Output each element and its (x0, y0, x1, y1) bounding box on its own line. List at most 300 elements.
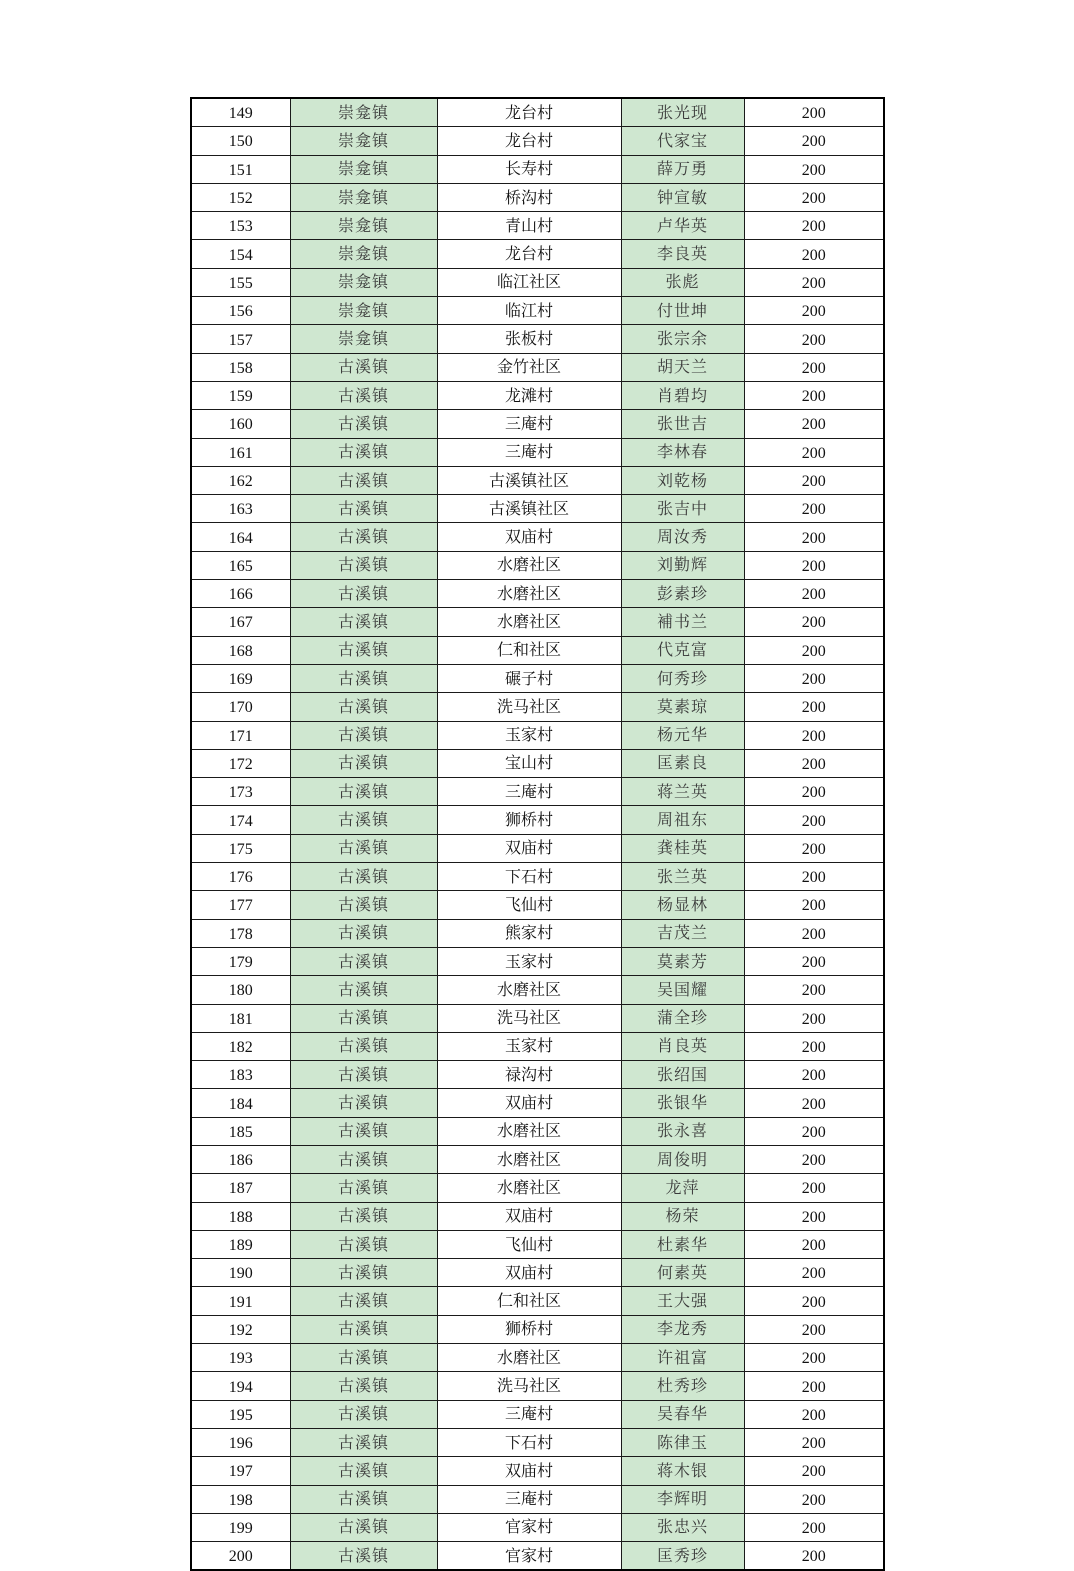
table-row (191, 240, 884, 268)
amount-cell: 200 (744, 778, 884, 806)
amount-cell: 200 (744, 664, 884, 692)
person-name-cell: 杜秀珍 (621, 1372, 744, 1400)
serial-number-cell: 160 (191, 410, 290, 438)
person-name-cell: 何素英 (621, 1259, 744, 1287)
village-cell: 宝山村 (437, 749, 621, 777)
town-cell: 古溪镇 (290, 466, 437, 494)
serial-number-cell: 163 (191, 495, 290, 523)
person-name-cell: 蒋木银 (621, 1457, 744, 1485)
village-cell: 官家村 (437, 1513, 621, 1541)
serial-number-cell: 161 (191, 438, 290, 466)
serial-number-cell: 185 (191, 1117, 290, 1145)
village-cell: 龙滩村 (437, 381, 621, 409)
table-row (191, 212, 884, 240)
village-cell: 仁和社区 (437, 1287, 621, 1315)
village-cell: 青山村 (437, 212, 621, 240)
town-cell: 古溪镇 (290, 410, 437, 438)
town-cell: 古溪镇 (290, 947, 437, 975)
town-cell: 崇龛镇 (290, 325, 437, 353)
amount-cell: 200 (744, 98, 884, 127)
village-cell: 洗马社区 (437, 1004, 621, 1032)
town-cell: 古溪镇 (290, 1089, 437, 1117)
table-row (191, 1372, 884, 1400)
amount-cell: 200 (744, 834, 884, 862)
village-cell: 水磨社区 (437, 580, 621, 608)
town-cell: 古溪镇 (290, 1513, 437, 1541)
table-row (191, 297, 884, 325)
serial-number-cell: 177 (191, 891, 290, 919)
serial-number-cell: 162 (191, 466, 290, 494)
person-name-cell: 张忠兴 (621, 1513, 744, 1541)
amount-cell: 200 (744, 212, 884, 240)
serial-number-cell: 179 (191, 947, 290, 975)
town-cell: 古溪镇 (290, 1485, 437, 1513)
serial-number-cell: 159 (191, 381, 290, 409)
person-name-cell: 龚桂英 (621, 834, 744, 862)
person-name-cell: 周汝秀 (621, 523, 744, 551)
serial-number-cell: 190 (191, 1259, 290, 1287)
amount-cell: 200 (744, 268, 884, 296)
village-cell: 龙台村 (437, 240, 621, 268)
town-cell: 崇龛镇 (290, 155, 437, 183)
serial-number-cell: 183 (191, 1061, 290, 1089)
serial-number-cell: 155 (191, 268, 290, 296)
amount-cell: 200 (744, 1004, 884, 1032)
village-cell: 玉家村 (437, 721, 621, 749)
amount-cell: 200 (744, 1344, 884, 1372)
town-cell: 古溪镇 (290, 806, 437, 834)
village-cell: 双庙村 (437, 1259, 621, 1287)
person-name-cell: 莫素芳 (621, 947, 744, 975)
table-row (191, 1428, 884, 1456)
amount-cell: 200 (744, 891, 884, 919)
table-row (191, 551, 884, 579)
person-name-cell: 张世吉 (621, 410, 744, 438)
town-cell: 古溪镇 (290, 1344, 437, 1372)
serial-number-cell: 152 (191, 183, 290, 211)
person-name-cell: 胡天兰 (621, 353, 744, 381)
table-row (191, 523, 884, 551)
person-name-cell: 莫素琼 (621, 693, 744, 721)
table-row (191, 1344, 884, 1372)
serial-number-cell: 175 (191, 834, 290, 862)
table-row (191, 1485, 884, 1513)
village-cell: 双庙村 (437, 1457, 621, 1485)
village-cell: 古溪镇社区 (437, 495, 621, 523)
town-cell: 古溪镇 (290, 863, 437, 891)
amount-cell: 200 (744, 183, 884, 211)
amount-cell: 200 (744, 240, 884, 268)
serial-number-cell: 151 (191, 155, 290, 183)
serial-number-cell: 178 (191, 919, 290, 947)
amount-cell: 200 (744, 608, 884, 636)
village-cell: 金竹社区 (437, 353, 621, 381)
amount-cell: 200 (744, 466, 884, 494)
person-name-cell: 吴国耀 (621, 976, 744, 1004)
table-row (191, 608, 884, 636)
person-name-cell: 杨元华 (621, 721, 744, 749)
serial-number-cell: 195 (191, 1400, 290, 1428)
village-cell: 临江村 (437, 297, 621, 325)
town-cell: 古溪镇 (290, 608, 437, 636)
serial-number-cell: 180 (191, 976, 290, 1004)
person-name-cell: 杨荣 (621, 1202, 744, 1230)
amount-cell: 200 (744, 1485, 884, 1513)
amount-cell: 200 (744, 1457, 884, 1485)
town-cell: 崇龛镇 (290, 183, 437, 211)
serial-number-cell: 167 (191, 608, 290, 636)
amount-cell: 200 (744, 325, 884, 353)
town-cell: 古溪镇 (290, 1145, 437, 1173)
person-name-cell: 代克富 (621, 636, 744, 664)
town-cell: 古溪镇 (290, 834, 437, 862)
village-cell: 官家村 (437, 1542, 621, 1571)
table-row (191, 947, 884, 975)
table-row (191, 1174, 884, 1202)
amount-cell: 200 (744, 919, 884, 947)
town-cell: 古溪镇 (290, 664, 437, 692)
village-cell: 临江社区 (437, 268, 621, 296)
person-name-cell: 蒋兰英 (621, 778, 744, 806)
person-name-cell: 张绍国 (621, 1061, 744, 1089)
village-cell: 仁和社区 (437, 636, 621, 664)
table-row (191, 438, 884, 466)
table-row (191, 834, 884, 862)
amount-cell: 200 (744, 155, 884, 183)
village-cell: 双庙村 (437, 834, 621, 862)
town-cell: 古溪镇 (290, 721, 437, 749)
amount-cell: 200 (744, 127, 884, 155)
town-cell: 古溪镇 (290, 353, 437, 381)
village-cell: 张板村 (437, 325, 621, 353)
amount-cell: 200 (744, 410, 884, 438)
table-row (191, 891, 884, 919)
town-cell: 古溪镇 (290, 1032, 437, 1060)
serial-number-cell: 158 (191, 353, 290, 381)
village-cell: 玉家村 (437, 1032, 621, 1060)
table-row (191, 1513, 884, 1541)
amount-cell: 200 (744, 636, 884, 664)
table-row (191, 863, 884, 891)
serial-number-cell: 164 (191, 523, 290, 551)
village-cell: 熊家村 (437, 919, 621, 947)
amount-cell: 200 (744, 806, 884, 834)
table-row (191, 1287, 884, 1315)
table-row (191, 1315, 884, 1343)
table-row (191, 1117, 884, 1145)
town-cell: 古溪镇 (290, 1400, 437, 1428)
person-name-cell: 李龙秀 (621, 1315, 744, 1343)
amount-cell: 200 (744, 1145, 884, 1173)
amount-cell: 200 (744, 523, 884, 551)
amount-cell: 200 (744, 580, 884, 608)
amount-cell: 200 (744, 438, 884, 466)
serial-number-cell: 174 (191, 806, 290, 834)
person-name-cell: 周俊明 (621, 1145, 744, 1173)
village-cell: 飞仙村 (437, 1230, 621, 1258)
table-row (191, 636, 884, 664)
village-cell: 下石村 (437, 863, 621, 891)
village-cell: 水磨社区 (437, 608, 621, 636)
person-name-cell: 陈律玉 (621, 1428, 744, 1456)
table-row (191, 183, 884, 211)
amount-cell: 200 (744, 1372, 884, 1400)
town-cell: 古溪镇 (290, 551, 437, 579)
village-cell: 碾子村 (437, 664, 621, 692)
amount-cell: 200 (744, 976, 884, 1004)
serial-number-cell: 176 (191, 863, 290, 891)
village-cell: 长寿村 (437, 155, 621, 183)
table-row (191, 1259, 884, 1287)
person-name-cell: 王大强 (621, 1287, 744, 1315)
amount-cell: 200 (744, 1089, 884, 1117)
serial-number-cell: 186 (191, 1145, 290, 1173)
village-cell: 水磨社区 (437, 1174, 621, 1202)
amount-cell: 200 (744, 1400, 884, 1428)
table-body (191, 98, 884, 1570)
table-row (191, 1032, 884, 1060)
town-cell: 古溪镇 (290, 1457, 437, 1485)
village-cell: 三庵村 (437, 1485, 621, 1513)
table-row (191, 381, 884, 409)
person-name-cell: 彭素珍 (621, 580, 744, 608)
amount-cell: 200 (744, 1174, 884, 1202)
amount-cell: 200 (744, 353, 884, 381)
town-cell: 古溪镇 (290, 523, 437, 551)
serial-number-cell: 170 (191, 693, 290, 721)
person-name-cell: 付世坤 (621, 297, 744, 325)
table-row (191, 466, 884, 494)
table-row (191, 1004, 884, 1032)
town-cell: 古溪镇 (290, 919, 437, 947)
town-cell: 古溪镇 (290, 1230, 437, 1258)
table-row (191, 1542, 884, 1571)
village-cell: 龙台村 (437, 98, 621, 127)
village-cell: 双庙村 (437, 523, 621, 551)
table-row (191, 1400, 884, 1428)
person-name-cell: 钟宣敏 (621, 183, 744, 211)
town-cell: 古溪镇 (290, 381, 437, 409)
person-name-cell: 肖碧均 (621, 381, 744, 409)
serial-number-cell: 200 (191, 1542, 290, 1571)
serial-number-cell: 168 (191, 636, 290, 664)
serial-number-cell: 198 (191, 1485, 290, 1513)
table-row (191, 495, 884, 523)
amount-cell: 200 (744, 381, 884, 409)
village-cell: 三庵村 (437, 438, 621, 466)
person-name-cell: 周祖东 (621, 806, 744, 834)
serial-number-cell: 157 (191, 325, 290, 353)
serial-number-cell: 156 (191, 297, 290, 325)
town-cell: 古溪镇 (290, 976, 437, 1004)
amount-cell: 200 (744, 1259, 884, 1287)
amount-cell: 200 (744, 749, 884, 777)
amount-cell: 200 (744, 551, 884, 579)
person-name-cell: 代家宝 (621, 127, 744, 155)
table-row (191, 778, 884, 806)
amount-cell: 200 (744, 1061, 884, 1089)
village-cell: 水磨社区 (437, 976, 621, 1004)
serial-number-cell: 169 (191, 664, 290, 692)
village-cell: 水磨社区 (437, 551, 621, 579)
town-cell: 古溪镇 (290, 1004, 437, 1032)
table-row (191, 693, 884, 721)
person-name-cell: 肖良英 (621, 1032, 744, 1060)
table-row (191, 806, 884, 834)
person-name-cell: 杨显林 (621, 891, 744, 919)
village-cell: 狮桥村 (437, 1315, 621, 1343)
serial-number-cell: 171 (191, 721, 290, 749)
village-cell: 狮桥村 (437, 806, 621, 834)
serial-number-cell: 199 (191, 1513, 290, 1541)
town-cell: 古溪镇 (290, 1315, 437, 1343)
serial-number-cell: 154 (191, 240, 290, 268)
town-cell: 古溪镇 (290, 1174, 437, 1202)
person-name-cell: 刘勤辉 (621, 551, 744, 579)
village-cell: 水磨社区 (437, 1145, 621, 1173)
town-cell: 古溪镇 (290, 693, 437, 721)
town-cell: 古溪镇 (290, 495, 437, 523)
person-name-cell: 李林春 (621, 438, 744, 466)
amount-cell: 200 (744, 495, 884, 523)
amount-cell: 200 (744, 1315, 884, 1343)
town-cell: 崇龛镇 (290, 240, 437, 268)
amount-cell: 200 (744, 1542, 884, 1571)
village-cell: 三庵村 (437, 778, 621, 806)
village-cell: 水磨社区 (437, 1344, 621, 1372)
serial-number-cell: 194 (191, 1372, 290, 1400)
person-name-cell: 杜素华 (621, 1230, 744, 1258)
person-name-cell: 龙萍 (621, 1174, 744, 1202)
person-name-cell: 李良英 (621, 240, 744, 268)
serial-number-cell: 196 (191, 1428, 290, 1456)
serial-number-cell: 153 (191, 212, 290, 240)
table-row (191, 1457, 884, 1485)
village-cell: 龙台村 (437, 127, 621, 155)
town-cell: 崇龛镇 (290, 98, 437, 127)
town-cell: 古溪镇 (290, 891, 437, 919)
amount-cell: 200 (744, 693, 884, 721)
person-name-cell: 補书兰 (621, 608, 744, 636)
person-name-cell: 许祖富 (621, 1344, 744, 1372)
amount-cell: 200 (744, 947, 884, 975)
village-cell: 古溪镇社区 (437, 466, 621, 494)
person-name-cell: 匡秀珍 (621, 1542, 744, 1571)
person-name-cell: 张吉中 (621, 495, 744, 523)
amount-cell: 200 (744, 297, 884, 325)
village-cell: 三庵村 (437, 1400, 621, 1428)
table-row (191, 127, 884, 155)
table-row (191, 1202, 884, 1230)
table-row (191, 325, 884, 353)
serial-number-cell: 182 (191, 1032, 290, 1060)
town-cell: 古溪镇 (290, 1372, 437, 1400)
person-name-cell: 卢华英 (621, 212, 744, 240)
town-cell: 古溪镇 (290, 1428, 437, 1456)
serial-number-cell: 172 (191, 749, 290, 777)
serial-number-cell: 192 (191, 1315, 290, 1343)
town-cell: 古溪镇 (290, 580, 437, 608)
serial-number-cell: 150 (191, 127, 290, 155)
amount-cell: 200 (744, 1117, 884, 1145)
village-cell: 桥沟村 (437, 183, 621, 211)
amount-cell: 200 (744, 1287, 884, 1315)
person-name-cell: 匡素良 (621, 749, 744, 777)
person-name-cell: 张银华 (621, 1089, 744, 1117)
amount-cell: 200 (744, 1202, 884, 1230)
village-cell: 禄沟村 (437, 1061, 621, 1089)
village-cell: 洗马社区 (437, 1372, 621, 1400)
serial-number-cell: 189 (191, 1230, 290, 1258)
village-cell: 下石村 (437, 1428, 621, 1456)
serial-number-cell: 165 (191, 551, 290, 579)
amount-cell: 200 (744, 1230, 884, 1258)
village-cell: 双庙村 (437, 1089, 621, 1117)
person-name-cell: 蒲全珍 (621, 1004, 744, 1032)
town-cell: 崇龛镇 (290, 268, 437, 296)
subsidy-list-table (190, 97, 885, 1571)
table-row (191, 1089, 884, 1117)
town-cell: 古溪镇 (290, 1202, 437, 1230)
person-name-cell: 吴春华 (621, 1400, 744, 1428)
town-cell: 崇龛镇 (290, 297, 437, 325)
town-cell: 古溪镇 (290, 1542, 437, 1571)
table-row (191, 410, 884, 438)
table-row (191, 353, 884, 381)
table-row (191, 721, 884, 749)
person-name-cell: 张宗余 (621, 325, 744, 353)
town-cell: 古溪镇 (290, 1287, 437, 1315)
table-row (191, 919, 884, 947)
town-cell: 古溪镇 (290, 1259, 437, 1287)
person-name-cell: 刘乾杨 (621, 466, 744, 494)
town-cell: 古溪镇 (290, 636, 437, 664)
table-row (191, 580, 884, 608)
serial-number-cell: 188 (191, 1202, 290, 1230)
table-row (191, 268, 884, 296)
town-cell: 古溪镇 (290, 778, 437, 806)
table-row (191, 664, 884, 692)
serial-number-cell: 197 (191, 1457, 290, 1485)
person-name-cell: 张兰英 (621, 863, 744, 891)
person-name-cell: 张彪 (621, 268, 744, 296)
table-row (191, 1230, 884, 1258)
town-cell: 古溪镇 (290, 438, 437, 466)
village-cell: 三庵村 (437, 410, 621, 438)
amount-cell: 200 (744, 1032, 884, 1060)
person-name-cell: 张永喜 (621, 1117, 744, 1145)
town-cell: 古溪镇 (290, 1117, 437, 1145)
village-cell: 双庙村 (437, 1202, 621, 1230)
table-row (191, 98, 884, 127)
table-row (191, 155, 884, 183)
serial-number-cell: 187 (191, 1174, 290, 1202)
table-row (191, 1061, 884, 1089)
serial-number-cell: 193 (191, 1344, 290, 1372)
village-cell: 洗马社区 (437, 693, 621, 721)
amount-cell: 200 (744, 1513, 884, 1541)
village-cell: 玉家村 (437, 947, 621, 975)
serial-number-cell: 166 (191, 580, 290, 608)
person-name-cell: 吉茂兰 (621, 919, 744, 947)
amount-cell: 200 (744, 1428, 884, 1456)
serial-number-cell: 184 (191, 1089, 290, 1117)
village-cell: 飞仙村 (437, 891, 621, 919)
serial-number-cell: 181 (191, 1004, 290, 1032)
amount-cell: 200 (744, 863, 884, 891)
person-name-cell: 李辉明 (621, 1485, 744, 1513)
town-cell: 古溪镇 (290, 749, 437, 777)
